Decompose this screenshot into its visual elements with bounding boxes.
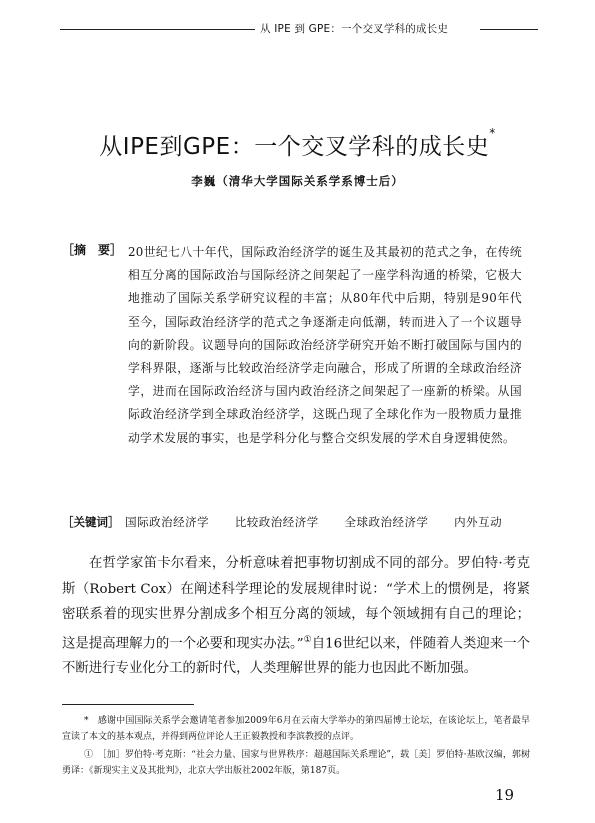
- footnote-reference[interactable]: ①: [303, 634, 312, 645]
- abstract-text: 20世纪七八十年代，国际政治经济学的诞生及其最初的范式之争，在传统相互分离的国际政治与国际经济之间架起了一座学科沟通的桥梁，它极大地推动了国际关系学研究议程的丰富；从80年代中后期，特别是90年代至今，国际政治经济学的范式之争逐渐走向低潮，转而进入了一个议题导向的新阶段。议题导向的国际政治经济学研究开始不断打破国际与国内的学科界限，逐渐与比较政治经济学走向融合，形成了所谓的全球政治经济学，进而在国际政治经济与国内政治经济之间架起了一座新的桥梁。从国际政治经济学到全球政治经济学，这既凸现了全球化作为一股物质力量推动学术发展的事实，也是学科分化与整合交织发展的学术自身逻辑使然。: [128, 245, 522, 445]
- article-title: [0, 128, 595, 161]
- header-rule-left: [60, 29, 255, 30]
- keywords-line: [62, 514, 532, 530]
- keywords-label: ［关键词］: [62, 515, 120, 529]
- body-text-part-1: 在哲学家笛卡尔看来，分析意味着把事物切割成不同的部分。罗伯特·考克斯（Robert Cox）在阐述科学理论的发展规律时说：“学术上的惯例是，将紧密联系着的现实世界分割成多个相互分离的领域，每个领域拥有自己的理论；这是提高理解力的一个必要和现实办法。”: [62, 556, 530, 651]
- footnote-marker: *: [84, 716, 89, 726]
- keyword-item: 全球政治经济学: [344, 515, 429, 529]
- footnote-text: 感谢中国国际关系学会邀请笔者参加2009年6月在云南大学举办的第四届博士论坛，在该论坛上，笔者最早宣读了本文的基本观点，并得到两位评论人王正毅教授和李滨教授的点评。: [62, 716, 530, 742]
- footnote-separator: [62, 704, 194, 705]
- keyword-item: 比较政治经济学: [234, 515, 319, 529]
- page-number: 19: [495, 786, 515, 804]
- abstract-block: [62, 241, 522, 450]
- author-line: 李巍（清华大学国际关系学系博士后）: [191, 174, 404, 188]
- footnote: [62, 748, 530, 779]
- header-rule-right: [480, 29, 538, 30]
- body-text-part-2: 自16世纪以来，伴随着人类迎来一个不断进行专业化分工的新时代，人类理解世界的能力也因此不断加强。: [62, 635, 530, 677]
- running-header: [60, 19, 540, 39]
- footnote: [62, 714, 530, 745]
- footnotes: [62, 714, 530, 782]
- footnote-marker: ①: [84, 750, 94, 760]
- abstract-label: ［摘 要］: [62, 243, 123, 257]
- body-paragraph: [62, 551, 530, 682]
- article-title-text: 从IPE到GPE：一个交叉学科的成长史: [99, 134, 490, 160]
- footnote-text: ［加］罗伯特·考克斯：“社会力量、国家与世界秩序：超越国际关系理论”，载［美］罗伯特·基欧汉编，郭树勇译：《新现实主义及其批判》，北京大学出版社2002年版，第187页。: [62, 750, 530, 776]
- running-header-text: 从 IPE 到 GPE：一个交叉学科的成长史: [260, 23, 449, 35]
- keyword-item: 国际政治经济学: [125, 515, 210, 529]
- title-footnote-marker: *: [489, 126, 496, 140]
- keyword-item: 内外互动: [454, 515, 503, 529]
